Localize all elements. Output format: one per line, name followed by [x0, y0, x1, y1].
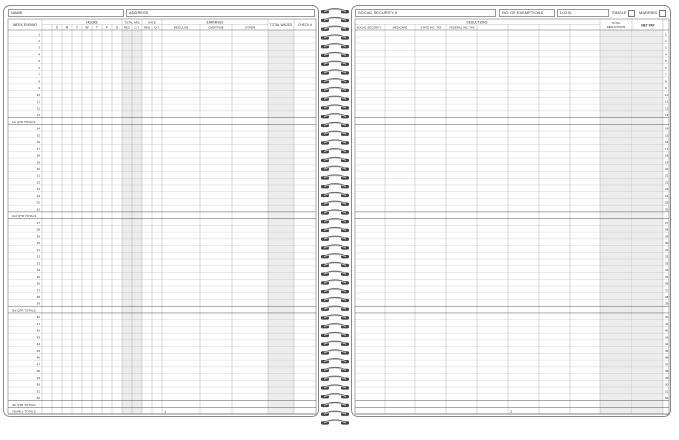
- total-wages-header: TOTAL WAGES: [269, 23, 293, 27]
- yearly-totals-label: YEARLY TOTALS: [12, 409, 36, 414]
- total-reg-header: REG: [123, 25, 131, 30]
- week-number-left: 16: [36, 140, 40, 145]
- week-number-left: 30: [36, 241, 40, 246]
- week-number-left: 10: [36, 92, 40, 97]
- spiral-binding: [320, 0, 350, 440]
- week-number-left: 1: [38, 32, 40, 37]
- name-label: NAME: [11, 10, 23, 15]
- week-number-right: 35: [665, 274, 669, 279]
- week-number-right: 29: [665, 234, 669, 239]
- week-number-left: 38: [36, 294, 40, 299]
- rate-reg-header: REG: [143, 25, 151, 30]
- week-number-left: 52: [36, 396, 40, 401]
- week-number-left: 36: [36, 281, 40, 286]
- week-number-left: 21: [36, 173, 40, 178]
- shaded-column: [268, 30, 294, 414]
- week-number-right: 9: [665, 86, 667, 91]
- rate-ot-header: O.T.: [154, 25, 160, 30]
- week-number-right: 44: [665, 342, 669, 347]
- week-number-right: 21: [665, 173, 669, 178]
- married-label: MARRIED: [639, 10, 658, 15]
- week-number-right: 36: [665, 281, 669, 286]
- page-number-left: 1: [164, 409, 167, 414]
- week-number-left: 15: [36, 133, 40, 138]
- week-number-left: 51: [36, 389, 40, 394]
- week-number-right: 13: [665, 113, 669, 118]
- week-number-right: 38: [665, 294, 669, 299]
- page-number-right: 2: [510, 409, 513, 414]
- week-number-right: 31: [665, 247, 669, 252]
- week-number-right: 6: [665, 65, 667, 70]
- week-number-left: 27: [36, 220, 40, 225]
- week-number-right: 51: [665, 389, 669, 394]
- other-header: OTHER: [244, 25, 256, 30]
- week-number-right: 41: [665, 321, 669, 326]
- week-number-right: 43: [665, 335, 669, 340]
- week-number-right: 30: [665, 241, 669, 246]
- week-number-right: 34: [665, 268, 669, 273]
- quarter-totals-label: 3rd QTR TOTALS: [12, 308, 36, 313]
- week-number-left: 3: [38, 45, 40, 50]
- total-deductions-shade: [600, 30, 632, 414]
- week-number-left: 9: [38, 86, 40, 91]
- week-number-left: 45: [36, 348, 40, 353]
- week-number-left: 34: [36, 268, 40, 273]
- week-ending-header: WEEK ENDING: [12, 23, 38, 27]
- week-number-left: 13: [36, 113, 40, 118]
- total-deductions-header-2: DEDUCTIONS: [606, 25, 626, 29]
- regular-header: REGULAR: [173, 25, 189, 30]
- week-number-left: 25: [36, 200, 40, 205]
- week-number-left: 4: [38, 52, 40, 57]
- day-header-4: T: [96, 25, 98, 30]
- day-header-2: T: [76, 25, 78, 30]
- total-ot-header: O.T.: [134, 25, 140, 30]
- left-payroll-page: [3, 5, 319, 417]
- week-number-left: 39: [36, 301, 40, 306]
- quarter-totals-label: 1st QTR TOTALS: [12, 119, 36, 124]
- week-number-left: 22: [36, 180, 40, 185]
- week-number-right: 8: [665, 79, 667, 84]
- week-number-left: 33: [36, 261, 40, 266]
- week-number-left: 20: [36, 166, 40, 171]
- week-number-right: 49: [665, 375, 669, 380]
- week-number-left: 42: [36, 328, 40, 333]
- week-number-left: 2: [38, 38, 40, 43]
- week-number-right: 40: [665, 315, 669, 320]
- week-number-right: 10: [665, 92, 669, 97]
- week-number-right: 22: [665, 180, 669, 185]
- week-number-right: 50: [665, 382, 669, 387]
- week-number-right: 1: [665, 32, 667, 37]
- week-number-left: 8: [38, 79, 40, 84]
- shaded-column: [132, 30, 142, 414]
- week-number-right: 16: [665, 140, 669, 145]
- week-number-left: 48: [36, 369, 40, 374]
- week-number-right: 45: [665, 348, 669, 353]
- state-tax-col-header: STATE INC. TAX: [420, 25, 442, 30]
- week-number-right: 11: [665, 99, 669, 104]
- week-number-right: 7: [665, 72, 667, 77]
- week-number-right: 46: [665, 355, 669, 360]
- left-ledger-grid: [4, 6, 320, 418]
- week-number-left: 14: [36, 126, 40, 131]
- week-number-right: 26: [665, 207, 669, 212]
- week-number-right: 24: [665, 193, 669, 198]
- week-number-left: 18: [36, 153, 40, 158]
- week-number-right: 48: [665, 369, 669, 374]
- week-number-right: 42: [665, 328, 669, 333]
- week-number-right: 39: [665, 301, 669, 306]
- week-number-right: 27: [665, 220, 669, 225]
- week-number-right: 19: [665, 160, 669, 165]
- week-number-left: 40: [36, 315, 40, 320]
- week-number-right: 5: [665, 59, 667, 64]
- check-header: CHECK #: [298, 23, 312, 27]
- week-number-left: 37: [36, 288, 40, 293]
- week-number-left: 6: [38, 65, 40, 70]
- quarter-totals-label: 4th QTR TOTALS: [12, 402, 36, 407]
- week-number-right: 25: [665, 200, 669, 205]
- week-number-left: 43: [36, 335, 40, 340]
- week-number-left: 46: [36, 355, 40, 360]
- week-number-right: 18: [665, 153, 669, 158]
- day-header-6: S: [115, 25, 119, 30]
- rate-header: RATE: [148, 20, 156, 25]
- week-number-left: 7: [38, 72, 40, 77]
- federal-tax-col-header: FEDERAL INC. TAX: [449, 25, 475, 30]
- quarter-totals-label: 2nd QTR TOTALS: [12, 214, 37, 219]
- day-header-3: W: [85, 25, 89, 30]
- week-number-left: 28: [36, 227, 40, 232]
- week-number-right: 4: [665, 52, 667, 57]
- week-number-right: 3: [665, 45, 667, 50]
- day-header-1: M: [65, 25, 69, 30]
- week-number-left: 47: [36, 362, 40, 367]
- week-number-right: 28: [665, 227, 669, 232]
- week-number-right: 47: [665, 362, 669, 367]
- deductions-header: DEDUCTIONS: [466, 20, 488, 25]
- week-number-left: 44: [36, 342, 40, 347]
- week-number-right: 20: [665, 166, 669, 171]
- week-number-left: 23: [36, 187, 40, 192]
- dob-label: D.O.B.: [560, 10, 573, 15]
- week-number-right: 15: [665, 133, 669, 138]
- week-number-right: 14: [665, 126, 669, 131]
- right-ledger-grid: [352, 6, 672, 418]
- week-number-left: 5: [38, 59, 40, 64]
- week-number-left: 26: [36, 207, 40, 212]
- week-number-left: 19: [36, 160, 40, 165]
- week-number-right: 17: [665, 146, 669, 151]
- week-number-right: 32: [665, 254, 669, 259]
- right-payroll-page: [351, 5, 671, 417]
- week-number-left: 50: [36, 382, 40, 387]
- week-number-right: 23: [665, 187, 669, 192]
- address-label: ADDRESS: [129, 10, 149, 15]
- shaded-column: [122, 30, 132, 414]
- week-number-left: 35: [36, 274, 40, 279]
- week-number-left: 11: [36, 99, 40, 104]
- net-pay-shade: [633, 30, 663, 414]
- medicare-col-header: MEDICARE: [392, 25, 408, 30]
- week-number-right: 37: [665, 288, 669, 293]
- social-security-label: SOCIAL SECURITY #: [358, 10, 398, 15]
- total-hrs-header: TOTAL HRS: [124, 20, 140, 25]
- earnings-header: EARNINGS: [206, 20, 224, 25]
- week-number-left: 29: [36, 234, 40, 239]
- overtime-header: OVERTIME: [208, 25, 224, 30]
- net-pay-header: NET PAY: [641, 23, 655, 28]
- hours-header: HOURS: [86, 20, 98, 25]
- week-number-left: 12: [36, 106, 40, 111]
- day-header-5: F: [106, 25, 108, 30]
- single-label: SINGLE: [612, 10, 627, 15]
- week-number-right: 33: [665, 261, 669, 266]
- day-header-0: S: [55, 25, 59, 30]
- week-number-right: 12: [665, 106, 669, 111]
- week-number-right: 2: [665, 38, 667, 43]
- week-number-left: 24: [36, 193, 40, 198]
- week-number-right: 52: [665, 396, 669, 401]
- exemptions-label: NO. OF EXEMPTIONS: [502, 10, 544, 15]
- total-deductions-header: TOTAL: [611, 21, 621, 25]
- social-security-col-header: SOCIAL SECURITY: [356, 25, 382, 30]
- week-number-left: 31: [36, 247, 40, 252]
- week-number-left: 49: [36, 375, 40, 380]
- week-number-left: 17: [36, 146, 40, 151]
- week-number-left: 41: [36, 321, 40, 326]
- week-number-left: 32: [36, 254, 40, 259]
